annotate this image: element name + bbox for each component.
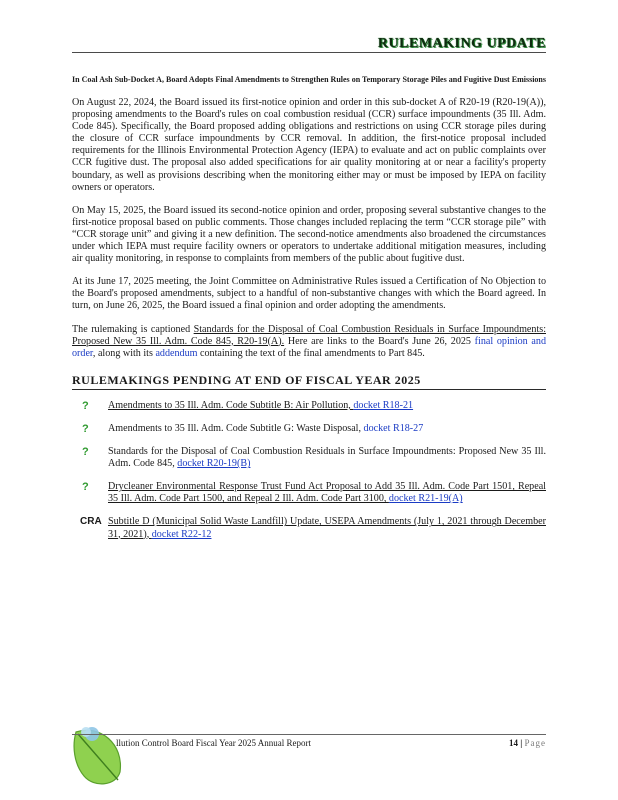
paragraph-4 [72, 324, 546, 360]
paragraph-4-text-d: containing the text of the final amendments to Part 845. [197, 347, 425, 359]
list-item-text: Subtitle D (Municipal Solid Waste Landfill) Update, USEPA Amendments (July 1, 2021 through December 31, 2021), [108, 516, 546, 540]
docket-link[interactable]: docket R18-27 [363, 422, 424, 434]
bullet-icon: ? [82, 422, 89, 435]
header-rule [72, 52, 546, 53]
article-subheading: In Coal Ash Sub-Docket A, Board Adopts Final Amendments to Strengthen Rules on Temporary Storage Piles and Fugitive Dust Emissions [72, 75, 546, 84]
paragraph-3: At its June 17, 2025 meeting, the Joint Committee on Administrative Rules issued a Certification of No Objection to the Board's proposed amendments, subject to a handful of non-substantive changes with which the Board agreed. In turn, on June 26, 2025, the Board issued a final opinion and order adopting the amendments. [72, 276, 546, 312]
paragraph-4-text-b: Here are links to the Board's June 26, 2025 [284, 335, 475, 347]
main-content [72, 70, 546, 552]
section-heading-pending: RULEMAKINGS PENDING AT END OF FISCAL YEAR 2025 [72, 374, 546, 390]
page-number [509, 738, 546, 748]
docket-link[interactable]: docket R18-21 [353, 399, 414, 411]
cra-label: CRA [80, 516, 102, 528]
rulemaking-caption: Standards for the Disposal of Coal Combustion Residuals in Surface Impoundments: Proposed New 35 Ill. Adm. Code 845, R20-19(A). [72, 323, 546, 347]
footer-report-title: llution Control Board Fiscal Year 2025 Annual Report [116, 738, 311, 748]
page-label: Page [524, 738, 546, 748]
docket-link[interactable]: docket R21-19(A) [388, 493, 463, 505]
list-item [72, 516, 546, 540]
pending-rulemakings-list [72, 400, 546, 541]
paragraph-4-text-a: The rulemaking is captioned [72, 323, 194, 335]
page-number-separator: | [518, 738, 525, 748]
list-item [72, 400, 546, 412]
list-item-text: Drycleaner Environmental Response Trust Fund Act Proposal to Add 35 Ill. Adm. Code Part 1501, Repeal 35 Ill. Adm. Code Part 1500, and Repeal 2 Ill. Adm. Code Part 3100, [108, 481, 546, 505]
paragraph-4-text-c: , along with its [92, 347, 156, 359]
list-item-text: Amendments to 35 Ill. Adm. Code Subtitle B: Air Pollution, [108, 399, 354, 411]
list-item-text: Amendments to 35 Ill. Adm. Code Subtitle G: Waste Disposal, [108, 422, 364, 434]
list-item [72, 423, 546, 435]
final-opinion-link[interactable]: final opinion and order [72, 335, 547, 359]
list-item-text: Standards for the Disposal of Coal Combustion Residuals in Surface Impoundments: Proposed New 35 Ill. Adm. Code 845, [108, 446, 546, 470]
page-footer [72, 734, 546, 748]
docket-link[interactable]: docket R20-19(B) [177, 458, 251, 470]
bullet-icon: ? [82, 481, 89, 494]
header-banner: RULEMAKING UPDATE [377, 36, 546, 51]
addendum-link[interactable]: addendum [155, 347, 198, 359]
list-item [72, 446, 546, 470]
docket-link[interactable]: docket R22-12 [151, 528, 212, 540]
paragraph-2: On May 15, 2025, the Board issued its second-notice opinion and order, proposing several substantive changes to the first-notice proposal based on public comments. Those changes included replacing the term “CCR storage pile” with “CCR storage unit” and giving it a new definition. The second-notice amendments also broadened the circumstances under which IEPA must require facility owners or operators to undertake additional mitigation measures, including air quality monitoring, in response to complaints from members of the public about fugitive dust. [72, 204, 546, 265]
paragraph-1: On August 22, 2024, the Board issued its first-notice opinion and order in this sub-docket A of R20-19 (R20-19(A)), proposing amendments to the Board's rules on coal combustion residual (CCR) surface impoundments (35 Ill. Adm. Code 845). Specifically, the Board proposed adding obligations and restrictions on using CCR storage piles during the closure of CCR surface impoundments by CCR removal. In addition, the first-notice proposal included requirements for the Illinois Environmental Protection Agency (IEPA) to evaluate and act on public complaints over CCR fugitive dust. The proposal also added specifications for air quality monitoring at or near a facility's property boundary, as well as provisions describing when the monitoring either may or must be imposed by IEPA on facility owners or operators. [72, 97, 546, 193]
page-number-value: 14 [509, 738, 519, 748]
leaf-logo-icon [70, 720, 128, 790]
list-item [72, 481, 546, 505]
bullet-icon: ? [82, 446, 89, 459]
bullet-icon: ? [82, 399, 89, 412]
